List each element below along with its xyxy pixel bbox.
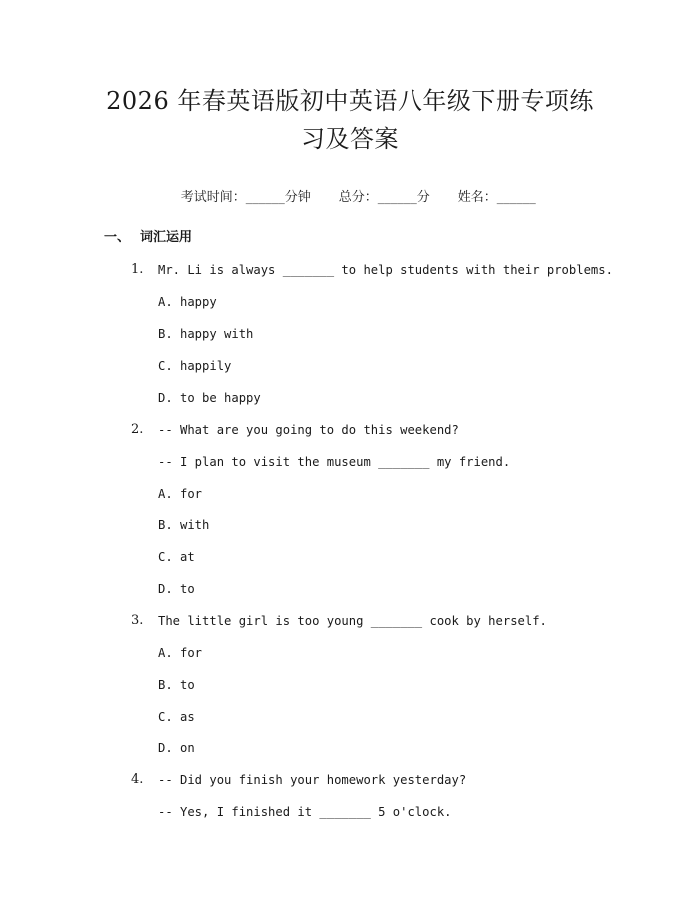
total-score-blank: ______ (377, 190, 417, 205)
question-number: 1. (131, 262, 144, 277)
exam-time-unit: 分钟 (284, 190, 311, 205)
question-text: Mr. Li is always _______ to help students with their problems. (158, 263, 613, 277)
section-number: 一、 (104, 230, 131, 245)
total-score-unit: 分 (416, 190, 430, 205)
answer-option: B. with (158, 518, 210, 532)
page-title-line-2: 习及答案 (301, 125, 399, 153)
question-text: -- Yes, I finished it _______ 5 o'clock. (158, 805, 452, 819)
answer-option: C. as (158, 710, 195, 724)
exam-time-label: 考试时间： (180, 190, 246, 205)
question-text: -- What are you going to do this weekend? (158, 423, 459, 437)
question-number: 4. (131, 772, 144, 787)
question-text: The little girl is too young _______ cook by herself. (158, 614, 547, 628)
answer-option: C. at (158, 550, 195, 564)
exam-time-blank: ______ (245, 190, 285, 205)
page-title-line-1: 2026 年春英语版初中英语八年级下册专项练 (106, 87, 594, 115)
section-title: 词汇运用 (140, 230, 193, 245)
exam-time-field (181, 188, 311, 208)
answer-option: A. for (158, 646, 203, 660)
answer-option: D. to (158, 582, 195, 596)
total-score-field (339, 188, 430, 208)
total-score-label: 总分： (338, 190, 378, 205)
exam-info-row (0, 168, 700, 228)
question-number: 3. (131, 613, 144, 628)
question-text: -- Did you finish your homework yesterday? (158, 773, 467, 787)
answer-option: C. happily (158, 359, 232, 373)
answer-option: B. happy with (158, 327, 254, 341)
student-name-field (458, 188, 536, 208)
answer-option: D. on (158, 741, 195, 755)
student-name-blank: ______ (496, 190, 536, 205)
answer-option: B. to (158, 678, 195, 692)
answer-option: A. happy (158, 295, 217, 309)
question-number: 2. (131, 422, 144, 437)
question-text: -- I plan to visit the museum _______ my friend. (158, 455, 511, 469)
answer-option: A. for (158, 487, 203, 501)
student-name-label: 姓名： (457, 190, 497, 205)
answer-option: D. to be happy (158, 391, 261, 405)
section-heading (104, 228, 192, 248)
